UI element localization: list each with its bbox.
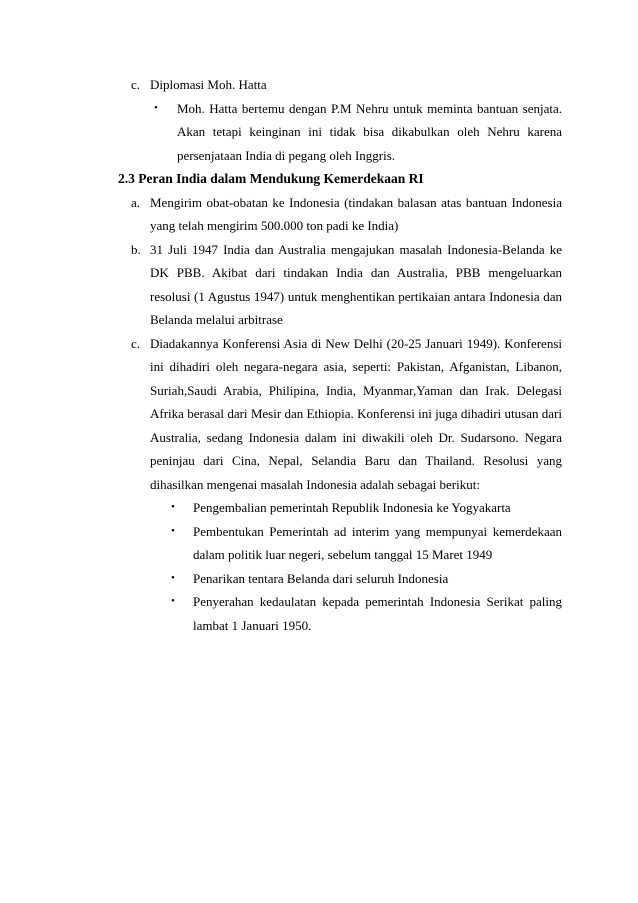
bullet-marker: • (154, 101, 158, 114)
resolution-text: Penyerahan kedaulatan kepada pemerintah Indonesia Serikat paling lambat 1 Januari 1950. (193, 594, 562, 633)
section-heading: 2.3 Peran India dalam Mendukung Kemerdekaan RI (118, 171, 424, 186)
list-marker: a. (131, 194, 141, 210)
list-item-un-security-council (131, 238, 562, 332)
list-item-text: Diadakannya Konferensi Asia di New Delhi (20-25 Januari 1949). Konferensi ini dihadiri oleh negara-negara asia, seperti: Pakistan, Afganistan, Libanon, Suriah,Saudi Arabia, Philipina, India, Myanmar,Yaman dan Irak. Delegasi Afrika berasal dari Mesir dan Ethiopia. Konferensi ini juga dihadiri utusan dari Australia, sedang Indonesia dalam ini diwakili oleh Dr. Sudarsono. Negara peninjau dari Cina, Nepal, Selandia Baru dan Thailand. Resolusi yang dihasilkan mengenai masalah Indonesia adalah sebagai berikut: (150, 335, 562, 492)
list-item-text: Mengirim obat-obatan ke Indonesia (tindakan balasan atas bantuan Indonesia yang telah mengirim 500.000 ton padi ke India) (150, 194, 562, 233)
list-item-text: 31 Juli 1947 India dan Australia mengajukan masalah Indonesia-Belanda ke DK PBB. Akibat dari tindakan India dan Australia, PBB mengeluarkan resolusi (1 Agustus 1947) untuk menghentikan pertikaian antara Indonesia dan Belanda melalui arbitrase (150, 241, 562, 327)
bullet-marker: • (171, 501, 175, 513)
list-marker: c. (131, 335, 141, 351)
list-item-hatta-diplomacy (131, 73, 562, 97)
bullet-text: Moh. Hatta bertemu dengan P.M Nehru untuk meminta bantuan senjata. Akan tetapi keinginan ini tidak bisa dikabulkan oleh Nehru karena persenjataan India di pegang oleh Inggris. (177, 100, 562, 163)
list-marker: c. (131, 77, 141, 92)
resolution-item (171, 520, 562, 567)
list-item-asia-conference (131, 332, 562, 497)
resolution-item (171, 590, 562, 637)
bullet-item-hatta-nehru (154, 97, 562, 168)
resolution-text: Pengembalian pemerintah Republik Indonesia ke Yogyakarta (193, 500, 511, 515)
bullet-marker: • (171, 595, 175, 607)
bullet-marker: • (171, 524, 175, 537)
list-marker: b. (131, 241, 141, 257)
resolution-item (171, 496, 562, 520)
list-item-medicine (131, 191, 562, 238)
list-item-title: Diplomasi Moh. Hatta (150, 77, 267, 92)
resolution-item (171, 567, 562, 591)
resolution-text: Penarikan tentara Belanda dari seluruh Indonesia (193, 570, 449, 586)
bullet-marker: • (171, 571, 175, 584)
resolution-text: Pembentukan Pemerintah ad interim yang mempunyai kemerdekaan dalam politik luar negeri, sebelum tanggal 15 Maret 1949 (193, 523, 562, 562)
